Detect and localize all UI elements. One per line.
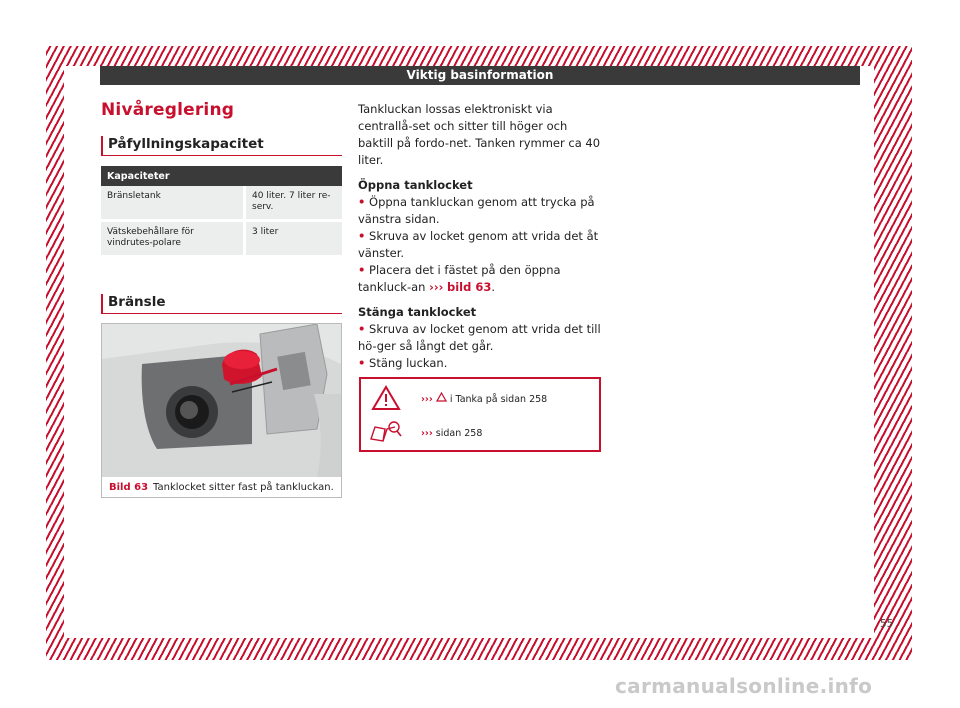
section-heading-fuel: Bränsle <box>101 294 342 314</box>
open-fuel-cap-title: Öppna tanklocket <box>358 178 473 192</box>
arrow-icon: ››› <box>429 280 444 294</box>
list-item: • Öppna tankluckan genom att trycka på vänstra sidan. <box>358 195 595 226</box>
list-item: • Placera det i fästet på den öppna tankluck-an ››› bild 63. <box>358 263 561 294</box>
list-item: • Skruva av locket genom att vrida det till hö-ger så långt det går. <box>358 322 601 353</box>
table-cell: Vätskebehållare för vindrutes-polare <box>101 221 245 257</box>
capacity-table <box>101 166 342 258</box>
main-text <box>358 101 603 372</box>
page-title: Nivåreglering <box>101 100 235 120</box>
watermark: carmanualsonline.info <box>615 674 873 698</box>
bullet-icon: • <box>358 229 366 243</box>
list-item: • Stäng luckan. <box>358 356 448 370</box>
page-reference-link[interactable]: sidan 258 <box>435 428 483 439</box>
bullet-icon: • <box>358 322 366 336</box>
intro-paragraph: Tankluckan lossas elektroniskt via centrallå-set och sitter till höger och baktill på fordo-net. Tanken rymmer ca 40 liter. <box>358 102 601 167</box>
table-header: Kapaciteter <box>101 166 342 186</box>
warning-reference <box>421 392 547 405</box>
figure-caption-text: Tanklocket sitter fast på tankluckan. <box>153 482 334 493</box>
book-icon <box>369 419 403 443</box>
figure-reference-link[interactable]: bild 63 <box>447 280 492 294</box>
warning-reference-link[interactable]: i Tanka på sidan 258 <box>449 394 548 405</box>
bullet-icon: • <box>358 356 366 370</box>
table-row <box>101 186 342 221</box>
warning-icon <box>371 385 401 411</box>
page-reference <box>421 428 482 439</box>
table-row <box>101 221 342 257</box>
table-cell: 3 liter <box>245 221 343 257</box>
fuel-cap-illustration <box>102 324 341 477</box>
section-header: Viktig basinformation <box>100 66 860 85</box>
arrow-icon: ››› <box>421 394 433 405</box>
table-cell: Bränsletank <box>101 186 245 221</box>
arrow-icon: ››› <box>421 428 433 439</box>
section-heading-capacity: Påfyllningskapacitet <box>101 136 342 156</box>
bullet-icon: • <box>358 195 366 209</box>
close-fuel-cap-title: Stänga tanklocket <box>358 305 477 319</box>
bullet-icon: • <box>358 263 366 277</box>
page-number: 55 <box>880 618 894 630</box>
list-item: • Skruva av locket genom att vrida det åt vänster. <box>358 229 599 260</box>
fuel-cap-figure <box>101 323 342 498</box>
table-cell: 40 liter. 7 liter re-serv. <box>245 186 343 221</box>
reference-box <box>359 377 601 452</box>
warning-small-icon <box>436 392 447 402</box>
figure-caption <box>101 478 342 498</box>
figure-label: Bild 63 <box>109 482 149 493</box>
